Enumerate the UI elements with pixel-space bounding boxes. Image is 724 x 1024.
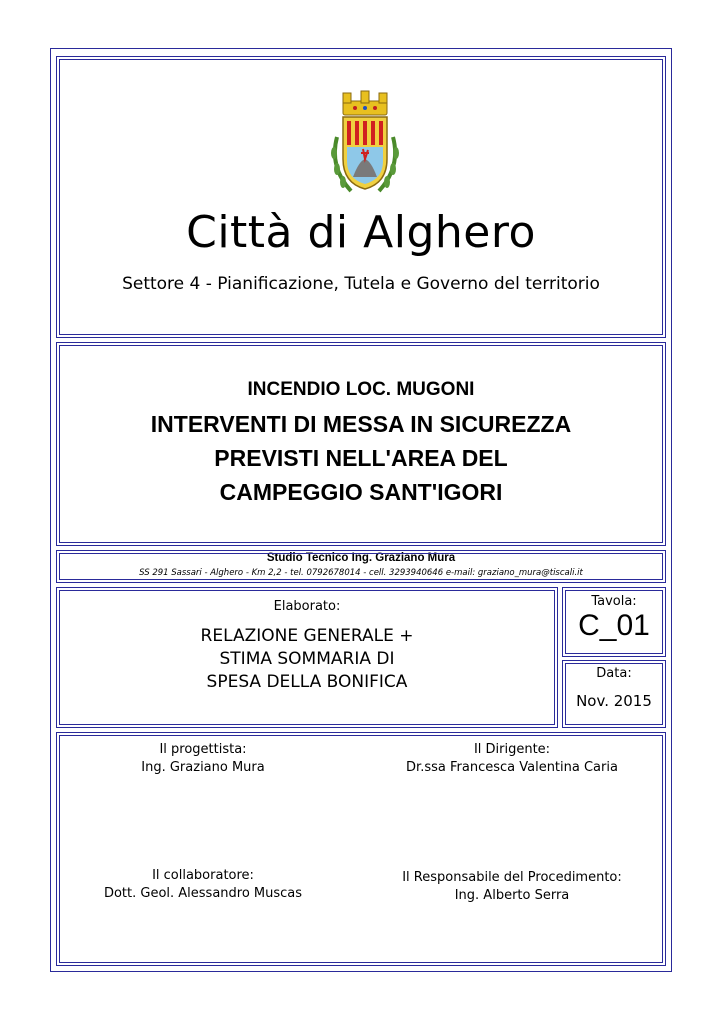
sector-subtitle: Settore 4 - Pianificazione, Tutela e Governo del territorio — [122, 274, 600, 294]
header-box — [56, 56, 666, 338]
progettista-block — [83, 741, 323, 777]
collaboratore-name: Dott. Geol. Alessandro Muscas — [103, 886, 303, 901]
dirigente-name: Dr.ssa Francesca Valentina Caria — [406, 760, 618, 775]
elaborato-label: Elaborato: — [273, 599, 341, 614]
studio-contacts: SS 291 Sassari - Alghero - Km 2,2 - tel. 0792678014 - cell. 3293940646 e-mail: graziano_mura@tiscali.it — [139, 568, 583, 578]
data-value: Nov. 2015 — [576, 692, 652, 710]
tavola-box — [562, 587, 666, 657]
collaboratore-block — [83, 867, 323, 903]
data-label: Data: — [596, 666, 632, 681]
project-location: INCENDIO LOC. MUGONI — [247, 379, 475, 400]
studio-box — [56, 550, 666, 583]
responsabile-role: Il Responsabile del Procedimento: — [402, 870, 622, 885]
elaborato-line2: STIMA SOMMARIA DI — [219, 649, 395, 669]
tavola-value: C_01 — [578, 609, 650, 642]
dirigente-block — [392, 741, 632, 777]
project-title-line3: CAMPEGGIO SANT'IGORI — [219, 479, 503, 505]
project-title-box — [56, 342, 666, 546]
signatures-box — [56, 732, 666, 966]
progettista-role: Il progettista: — [159, 742, 247, 757]
elaborato-title — [57, 625, 557, 694]
project-title-line1: INTERVENTI DI MESSA IN SICUREZZA — [150, 411, 572, 437]
dirigente-role: Il Dirigente: — [473, 742, 551, 757]
studio-name: Studio Tecnico Ing. Graziano Mura — [266, 552, 456, 564]
collaboratore-role: Il collaboratore: — [152, 868, 254, 883]
city-title: Città di Alghero — [186, 207, 536, 258]
elaborato-box — [56, 587, 558, 728]
elaborato-line3: SPESA DELLA BONIFICA — [206, 672, 408, 692]
project-title-line2: PREVISTI NELL'AREA DEL — [214, 445, 508, 471]
data-box — [562, 660, 666, 728]
coat-of-arms-icon — [325, 87, 405, 197]
responsabile-block — [382, 869, 642, 905]
tavola-label: Tavola: — [591, 594, 637, 609]
elaborato-line1: RELAZIONE GENERALE + — [200, 626, 414, 646]
project-title — [57, 407, 665, 509]
progettista-name: Ing. Graziano Mura — [141, 760, 265, 775]
responsabile-name: Ing. Alberto Serra — [454, 888, 570, 903]
